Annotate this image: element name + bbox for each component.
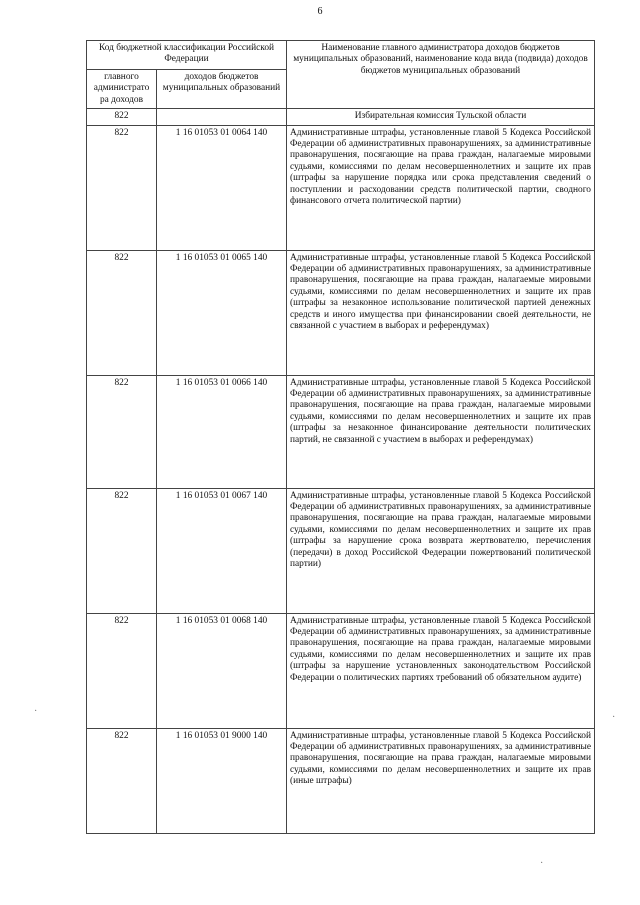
table-row bbox=[87, 125, 595, 250]
section-title: Избирательная комиссия Тульской области bbox=[287, 109, 595, 125]
row-description: Административные штрафы, установленные главой 5 Кодекса Российской Федерации об административных правонарушениях, за административные правонарушения, посягающие на права граждан, налагаемые мировыми судьями, комиссиями по делам несовершеннолетних и защите их прав (штрафы за нарушение установленных законодательством Российской Федерации о политических партиях требований об обязательном аудите) bbox=[287, 613, 595, 728]
table-row bbox=[87, 613, 595, 728]
section-admin-code: 822 bbox=[87, 109, 157, 125]
row-description: Административные штрафы, установленные главой 5 Кодекса Российской Федерации об административных правонарушениях, за административные правонарушения, посягающие на права граждан, налагаемые мировыми судьями, комиссиями по делам несовершеннолетних и защите их прав (иные штрафы) bbox=[287, 728, 595, 833]
row-description: Административные штрафы, установленные главой 5 Кодекса Российской Федерации об административных правонарушениях, за административные правонарушения, посягающие на права граждан, налагаемые мировыми судьями, комиссиями по делам несовершеннолетних и защите их прав (штрафы за нарушение срока возврата жертвователю, перечисления (передачи) в доход Российской Федерации пожертвований политической партии) bbox=[287, 488, 595, 613]
row-admin-code: 822 bbox=[87, 728, 157, 833]
section-row bbox=[87, 109, 595, 125]
row-revenue-code: 1 16 01053 01 9000 140 bbox=[157, 728, 287, 833]
row-admin-code: 822 bbox=[87, 613, 157, 728]
row-revenue-code: 1 16 01053 01 0067 140 bbox=[157, 488, 287, 613]
row-description: Административные штрафы, установленные главой 5 Кодекса Российской Федерации об административных правонарушениях, за административные правонарушения, посягающие на права граждан, налагаемые мировыми судьями, комиссиями по делам несовершеннолетних и защите их прав (штрафы за нарушение порядка или срока представления сведений о поступлении и расходовании средств политической партии, сводного финансового отчета политической партии) bbox=[287, 125, 595, 250]
table-row bbox=[87, 250, 595, 375]
table-row bbox=[87, 728, 595, 833]
row-description: Административные штрафы, установленные главой 5 Кодекса Российской Федерации об административных правонарушениях, за административные правонарушения, посягающие на права граждан, налагаемые мировыми судьями, комиссиями по делам несовершеннолетних и защите их прав (штрафы за незаконное использование политической партией денежных средств и иного имущества при финансировании своей деятельности, не связанной с участием в выборах и референдумах) bbox=[287, 250, 595, 375]
row-admin-code: 822 bbox=[87, 375, 157, 488]
scan-speck: · bbox=[612, 712, 616, 723]
page-number: 6 bbox=[317, 6, 323, 17]
header-code-column: доходов бюджетов муниципальных образований bbox=[157, 70, 287, 109]
header-name-column: Наименование главного администратора доходов бюджетов муниципальных образований, наименование кода вида (подвида) доходов бюджетов муниципальных образований bbox=[287, 41, 595, 109]
row-admin-code: 822 bbox=[87, 488, 157, 613]
row-admin-code: 822 bbox=[87, 125, 157, 250]
row-revenue-code: 1 16 01053 01 0064 140 bbox=[157, 125, 287, 250]
section-empty-code bbox=[157, 109, 287, 125]
scan-speck: · bbox=[540, 858, 544, 869]
budget-classification-table bbox=[86, 40, 595, 834]
header-admin-column: главного администрато ра доходов bbox=[87, 70, 157, 109]
row-revenue-code: 1 16 01053 01 0065 140 bbox=[157, 250, 287, 375]
table-row bbox=[87, 488, 595, 613]
header-row-group bbox=[87, 41, 595, 70]
row-admin-code: 822 bbox=[87, 250, 157, 375]
row-description: Административные штрафы, установленные главой 5 Кодекса Российской Федерации об административных правонарушениях, за административные правонарушения, посягающие на права граждан, налагаемые мировыми судьями, комиссиями по делам несовершеннолетних и защите их прав (штрафы за незаконное финансирование деятельности политических партий, не связанной с участием в выборах и референдумах) bbox=[287, 375, 595, 488]
row-revenue-code: 1 16 01053 01 0066 140 bbox=[157, 375, 287, 488]
header-group-label: Код бюджетной классификации Российской Федерации bbox=[87, 41, 287, 70]
scan-speck: · bbox=[34, 706, 38, 717]
table-row bbox=[87, 375, 595, 488]
row-revenue-code: 1 16 01053 01 0068 140 bbox=[157, 613, 287, 728]
